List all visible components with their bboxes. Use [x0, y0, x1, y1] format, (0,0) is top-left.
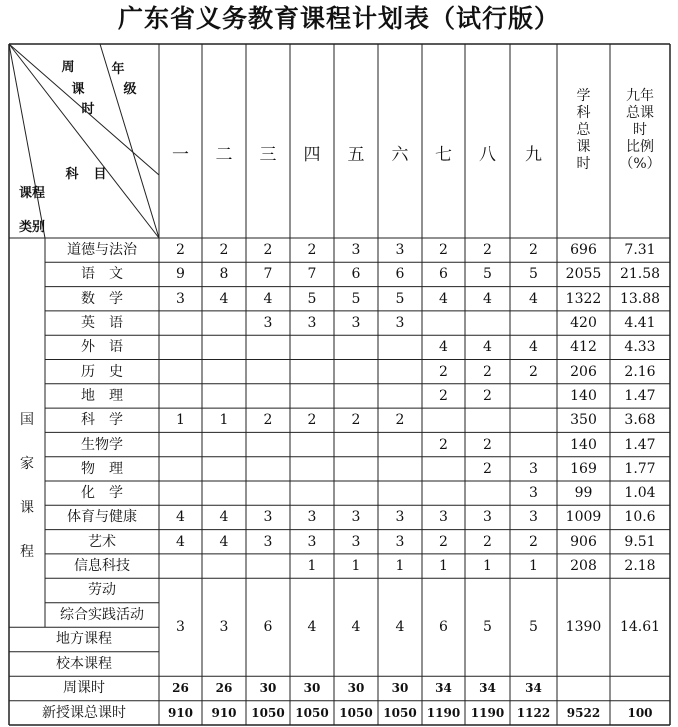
subject-name: 劳动	[88, 582, 116, 599]
ratio-header-line: 九年	[626, 88, 654, 104]
ratio-cell: 1.47	[624, 387, 656, 404]
weekly-hours-cell: 26	[172, 681, 189, 696]
ratio-cell: 21.58	[619, 266, 661, 283]
grade-hours-cell	[378, 360, 422, 384]
merged-hours-cell: 4	[307, 619, 317, 636]
new-total-cell: 1190	[426, 705, 461, 720]
grade-hours-cell	[334, 384, 378, 408]
grade-hours-cell	[422, 481, 465, 505]
grade-hours-cell: 4	[219, 290, 229, 307]
total-hours-cell: 350	[570, 412, 597, 429]
grade-hours-cell: 5	[395, 290, 405, 307]
subject-name: 数 学	[81, 290, 123, 307]
total-hours-cell: 1009	[565, 509, 602, 526]
national-course-char: 课	[20, 500, 34, 516]
national-course-char: 家	[20, 456, 34, 472]
ratio-header-line: 时	[633, 122, 647, 138]
grade-hours-cell	[290, 432, 334, 456]
subject-name: 生物学	[81, 436, 123, 453]
grade-header: 五	[347, 144, 365, 165]
merged-total-cell: 1390	[565, 619, 602, 636]
ratio-cell: 2.18	[624, 558, 656, 575]
ratio-cell: 13.88	[619, 290, 661, 307]
corner-category-label: 类别	[18, 219, 45, 235]
new-total-sum-cell: 9522	[566, 705, 601, 720]
subject-name: 地 理	[81, 387, 123, 404]
grade-hours-cell: 3	[263, 315, 273, 332]
new-total-cell: 1050	[383, 705, 417, 720]
grade-header: 一	[172, 144, 189, 165]
new-total-cell: 1050	[251, 705, 285, 720]
grade-hours-cell: 2	[439, 387, 448, 404]
merged-hours-cell: 3	[176, 619, 185, 636]
total-hours-header	[557, 88, 610, 173]
grade-hours-cell: 1	[395, 558, 405, 575]
grade-hours-cell: 3	[307, 533, 317, 550]
corner-subject-label-1: 科	[65, 166, 79, 182]
total-hours-cell: 420	[570, 315, 597, 332]
weekly-hours-cell: 30	[259, 681, 277, 696]
grade-hours-cell	[465, 481, 510, 505]
grade-hours-cell: 4	[439, 339, 448, 356]
national-course-char: 程	[20, 544, 34, 560]
grade-hours-cell	[290, 384, 334, 408]
total-hours-cell: 412	[570, 339, 597, 356]
ratio-cell: 4.41	[624, 315, 656, 332]
grade-hours-cell: 2	[395, 412, 405, 429]
grade-hours-cell	[290, 360, 334, 384]
total-hours-cell: 208	[570, 558, 597, 575]
grade-hours-cell	[334, 335, 378, 359]
grade-hours-cell	[159, 360, 202, 384]
ratio-header	[610, 88, 670, 173]
merged-hours-cell: 5	[529, 619, 538, 636]
corner-week-label: 周	[61, 59, 75, 75]
grade-hours-cell: 1	[529, 558, 538, 575]
grade-hours-cell: 1	[351, 558, 361, 575]
grade-hours-cell: 6	[395, 266, 405, 283]
grade-hours-cell	[202, 457, 246, 481]
new-total-cell: 1050	[295, 705, 329, 720]
grade-hours-cell: 4	[483, 290, 492, 307]
grade-hours-cell: 3	[483, 509, 492, 526]
grade-header: 八	[479, 144, 496, 165]
grade-hours-cell: 3	[395, 242, 405, 259]
grade-hours-cell: 4	[483, 339, 492, 356]
grade-hours-cell: 2	[483, 436, 492, 453]
ratio-header-line: 比例	[626, 139, 654, 155]
total-hours-header-line: 学	[576, 88, 591, 104]
grade-hours-cell	[202, 554, 246, 578]
grade-hours-cell: 3	[176, 290, 185, 307]
grade-hours-cell: 4	[176, 509, 185, 526]
grade-hours-cell	[159, 481, 202, 505]
grade-hours-cell: 6	[351, 266, 361, 283]
grade-header: 九	[525, 144, 542, 165]
grade-hours-cell	[159, 457, 202, 481]
ratio-cell: 1.04	[624, 485, 656, 502]
ratio-header-line: （%）	[619, 156, 661, 172]
grade-hours-cell: 8	[219, 266, 229, 283]
new-total-cell: 910	[167, 705, 194, 720]
grade-hours-cell	[378, 457, 422, 481]
weekly-hours-cell: 34	[525, 681, 542, 696]
merged-hours-cell: 6	[439, 619, 448, 636]
new-total-ratio-cell: 100	[627, 705, 653, 720]
weekly-hours-cell: 30	[303, 681, 321, 696]
corner-grade-label: 级	[123, 81, 137, 97]
grade-hours-cell	[246, 481, 290, 505]
subject-name: 物 理	[81, 460, 123, 477]
grade-hours-cell: 2	[483, 242, 492, 259]
grade-hours-cell: 2	[529, 242, 538, 259]
grade-hours-cell	[159, 311, 202, 335]
grade-hours-cell	[510, 432, 557, 456]
grade-hours-cell: 1	[307, 558, 317, 575]
weekly-hours-cell: 34	[479, 681, 496, 696]
grade-hours-cell: 3	[529, 485, 538, 502]
grade-hours-cell	[422, 457, 465, 481]
subject-name: 体育与健康	[67, 509, 137, 526]
grade-hours-cell: 2	[483, 387, 492, 404]
grade-hours-cell	[378, 384, 422, 408]
grade-hours-cell: 7	[307, 266, 317, 283]
grade-hours-cell: 2	[351, 412, 361, 429]
grade-hours-cell	[465, 311, 510, 335]
total-hours-header-line: 总	[576, 122, 591, 138]
grade-hours-cell: 3	[263, 509, 273, 526]
grade-hours-cell	[422, 408, 465, 432]
grade-hours-cell: 1	[219, 412, 229, 429]
grade-hours-cell: 2	[483, 363, 492, 380]
corner-course-label: 课程	[18, 185, 45, 201]
grade-hours-cell	[246, 360, 290, 384]
grade-hours-cell	[465, 408, 510, 432]
total-hours-header-line: 课	[576, 139, 591, 155]
grade-hours-cell: 2	[439, 242, 448, 259]
corner-hour-label: 时	[81, 101, 95, 117]
grade-hours-cell	[202, 360, 246, 384]
total-hours-cell: 2055	[565, 266, 602, 283]
grade-hours-cell: 4	[439, 290, 448, 307]
new-total-cell: 1190	[470, 705, 505, 720]
grade-hours-cell	[378, 335, 422, 359]
grade-hours-cell: 4	[529, 290, 538, 307]
grade-hours-cell	[246, 384, 290, 408]
grade-hours-cell: 2	[529, 533, 538, 550]
grade-hours-cell: 3	[351, 533, 361, 550]
grade-hours-cell: 9	[176, 266, 185, 283]
grade-header: 二	[215, 144, 233, 165]
ratio-header-line: 总课	[626, 105, 654, 121]
grade-hours-cell: 4	[219, 533, 229, 550]
grade-hours-cell: 3	[395, 509, 405, 526]
ratio-cell: 1.77	[624, 460, 656, 477]
ratio-cell: 7.31	[624, 242, 656, 259]
grade-hours-cell	[378, 481, 422, 505]
ratio-cell: 10.6	[624, 509, 656, 526]
grade-hours-cell: 4	[263, 290, 273, 307]
grade-hours-cell: 2	[483, 533, 492, 550]
grade-header: 三	[259, 144, 277, 165]
grade-header: 六	[391, 144, 409, 165]
grade-hours-cell: 1	[483, 558, 492, 575]
grade-hours-cell	[290, 481, 334, 505]
subject-name: 艺术	[88, 533, 116, 550]
grade-hours-cell: 3	[307, 509, 317, 526]
grade-hours-cell: 5	[307, 290, 317, 307]
weekly-hours-cell: 26	[215, 681, 233, 696]
total-hours-cell: 140	[570, 387, 597, 404]
grade-hours-cell: 5	[351, 290, 361, 307]
total-hours-cell: 206	[570, 363, 597, 380]
national-course-label	[9, 398, 45, 574]
weekly-hours-label: 周课时	[63, 680, 105, 697]
grade-hours-cell: 3	[439, 509, 448, 526]
grade-hours-cell: 3	[529, 460, 538, 477]
subject-name: 英 语	[81, 315, 123, 332]
grade-hours-cell: 3	[529, 509, 538, 526]
merged-ratio-cell: 14.61	[619, 619, 661, 636]
grade-hours-cell	[334, 360, 378, 384]
grade-hours-cell: 2	[483, 460, 492, 477]
subject-name: 校本课程	[56, 655, 112, 672]
subject-name: 外 语	[81, 339, 123, 356]
grade-hours-cell: 1	[439, 558, 448, 575]
subject-name: 科 学	[81, 412, 123, 429]
grade-hours-cell	[246, 554, 290, 578]
grade-hours-cell	[202, 481, 246, 505]
total-hours-cell: 140	[570, 436, 597, 453]
grade-hours-cell	[159, 384, 202, 408]
new-total-label: 新授课总课时	[42, 704, 126, 721]
grade-hours-cell	[159, 554, 202, 578]
grade-hours-cell: 3	[351, 509, 361, 526]
grade-hours-cell: 2	[307, 412, 317, 429]
grade-hours-cell: 2	[307, 242, 317, 259]
grade-hours-cell: 2	[439, 436, 448, 453]
grade-hours-cell	[378, 432, 422, 456]
subject-name: 化 学	[81, 485, 123, 502]
ratio-cell: 2.16	[624, 363, 656, 380]
corner-subject-label-2: 目	[93, 166, 107, 182]
grade-hours-cell: 4	[176, 533, 185, 550]
grade-hours-cell: 1	[176, 412, 185, 429]
national-course-char: 国	[20, 412, 34, 428]
merged-hours-cell: 5	[483, 619, 492, 636]
grade-hours-cell	[246, 457, 290, 481]
grade-hours-cell	[334, 457, 378, 481]
subject-name: 信息科技	[74, 558, 130, 575]
grade-hours-cell	[202, 432, 246, 456]
grade-hours-cell	[422, 311, 465, 335]
ratio-cell: 4.33	[624, 339, 656, 356]
grade-hours-cell: 2	[439, 533, 448, 550]
new-total-cell: 910	[211, 705, 237, 720]
weekly-hours-cell: 30	[391, 681, 409, 696]
grade-hours-cell: 2	[263, 242, 273, 259]
merged-hours-cell: 6	[263, 619, 273, 636]
grade-hours-cell: 7	[263, 266, 273, 283]
grade-hours-cell: 3	[351, 315, 361, 332]
total-hours-cell: 906	[570, 533, 597, 550]
subject-name: 历 史	[81, 363, 123, 380]
total-hours-header-line: 时	[576, 156, 591, 172]
grade-hours-cell: 3	[351, 242, 361, 259]
grade-hours-cell	[202, 311, 246, 335]
grade-hours-cell: 2	[529, 363, 538, 380]
merged-hours-cell: 4	[395, 619, 405, 636]
grade-header: 七	[435, 144, 452, 165]
grade-hours-cell: 3	[395, 315, 405, 332]
total-hours-cell: 696	[570, 242, 597, 259]
grade-hours-cell: 3	[263, 533, 273, 550]
grade-hours-cell: 4	[219, 509, 229, 526]
ratio-cell: 1.47	[624, 436, 656, 453]
grade-hours-cell	[510, 311, 557, 335]
grade-hours-cell	[510, 408, 557, 432]
ratio-cell: 9.51	[624, 533, 656, 550]
grade-hours-cell: 2	[219, 242, 229, 259]
grade-hours-cell: 2	[176, 242, 185, 259]
total-hours-cell: 1322	[565, 290, 602, 307]
grade-hours-cell: 5	[529, 266, 538, 283]
grade-hours-cell: 4	[529, 339, 538, 356]
subject-name: 语 文	[81, 266, 123, 283]
total-hours-cell: 99	[574, 485, 593, 502]
total-hours-cell: 169	[570, 460, 597, 477]
weekly-hours-cell: 30	[347, 681, 365, 696]
corner-lesson-label: 课	[71, 81, 85, 97]
grade-hours-cell	[246, 335, 290, 359]
grade-hours-cell	[334, 481, 378, 505]
total-hours-header-line: 科	[576, 105, 591, 121]
grade-hours-cell	[159, 432, 202, 456]
page-title: 广东省义务教育课程计划表（试行版）	[117, 4, 560, 33]
grade-hours-cell	[159, 335, 202, 359]
subject-name: 综合实践活动	[60, 606, 144, 623]
ratio-cell: 3.68	[624, 412, 656, 429]
grade-hours-cell: 2	[439, 363, 448, 380]
new-total-cell: 1050	[339, 705, 373, 720]
merged-hours-cell: 4	[351, 619, 361, 636]
weekly-hours-cell: 34	[435, 681, 452, 696]
grade-hours-cell	[246, 432, 290, 456]
grade-hours-cell	[290, 457, 334, 481]
grade-hours-cell: 6	[439, 266, 448, 283]
grade-hours-cell: 3	[307, 315, 317, 332]
grade-hours-cell: 5	[483, 266, 492, 283]
merged-hours-cell: 3	[219, 619, 229, 636]
grade-hours-cell	[202, 384, 246, 408]
grade-header: 四	[303, 144, 321, 165]
grade-hours-cell: 3	[395, 533, 405, 550]
corner-year-label: 年	[111, 61, 125, 77]
grade-hours-cell: 2	[263, 412, 273, 429]
new-total-cell: 1122	[516, 705, 551, 720]
subject-name: 地方课程	[56, 631, 112, 648]
grade-hours-cell	[202, 335, 246, 359]
grade-hours-cell	[334, 432, 378, 456]
subject-name: 道德与法治	[67, 242, 137, 259]
grade-hours-cell	[290, 335, 334, 359]
grade-hours-cell	[510, 384, 557, 408]
